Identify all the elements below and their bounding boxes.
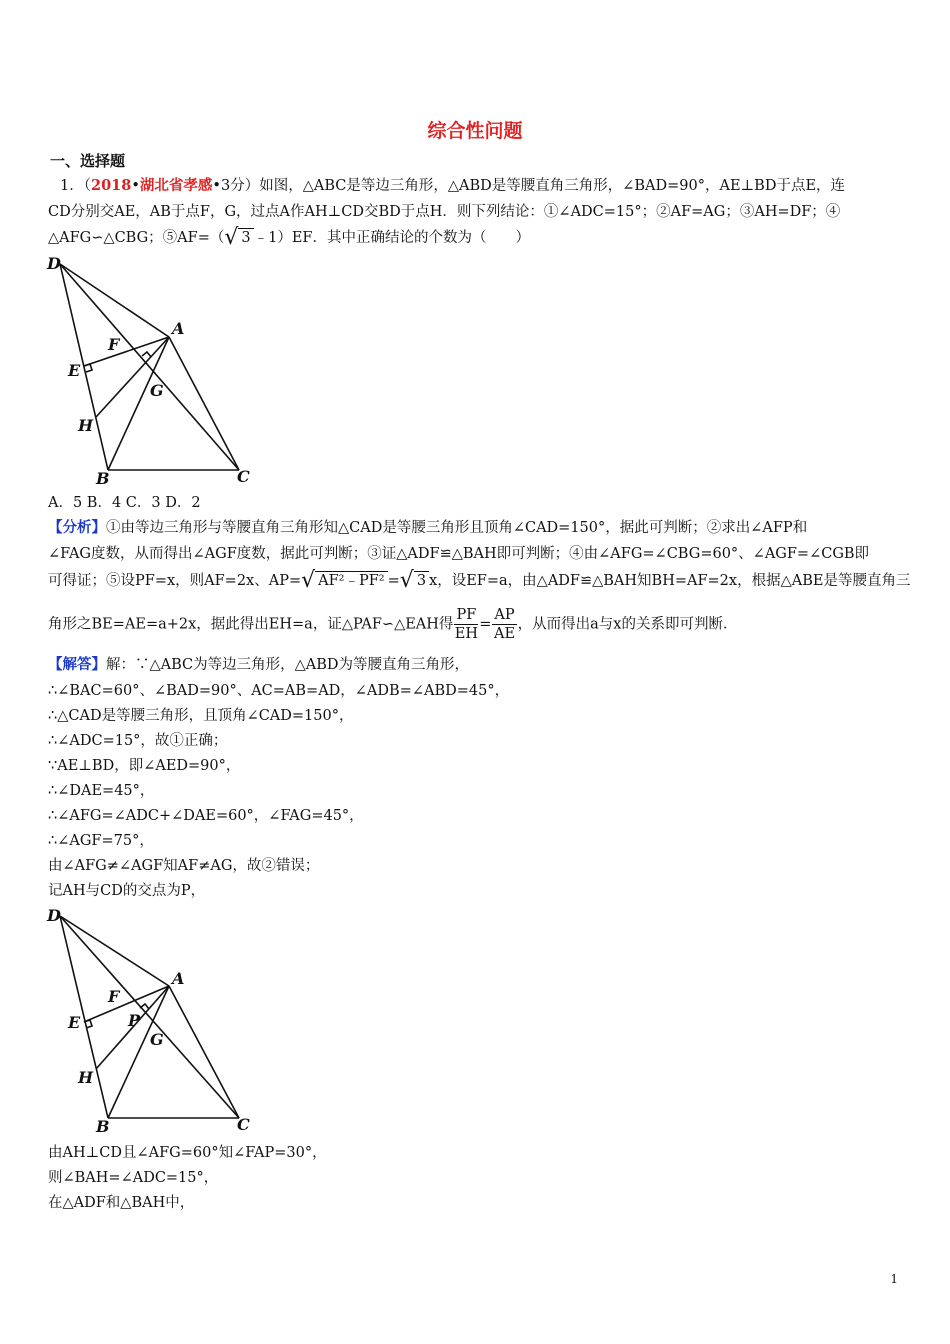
label-a: A xyxy=(172,969,185,988)
label-f: F xyxy=(108,335,120,354)
fraction-pf-eh: $\frac{PF}{EH}$ xyxy=(454,607,478,642)
page-title: 综合性问题 xyxy=(427,120,523,142)
geometry-figure-2 xyxy=(44,904,264,1136)
analysis-label: 【分析】 xyxy=(48,519,106,536)
question-source: 湖北省孝感 xyxy=(139,177,213,194)
label-c: C xyxy=(237,1115,250,1134)
solution-line: ∵AE⊥BD，即∠AED=90°， xyxy=(48,758,241,774)
question-line-2: CD分别交AE，AB于点F，G，过点A作AH⊥CD交BD于点H．则下列结论：①∠ADC=15°；②AF=AG；③AH=DF；④ xyxy=(48,204,841,220)
label-a: A xyxy=(172,319,185,338)
label-b: B xyxy=(96,469,110,488)
label-d: D xyxy=(47,906,61,925)
label-f: F xyxy=(108,987,120,1006)
solution-line: 在△ADF和△BAH中， xyxy=(48,1195,195,1211)
label-p: P xyxy=(128,1011,141,1030)
solution-line: 由AH⊥CD且∠AFG=60°知∠FAP=30°， xyxy=(48,1145,327,1161)
solution-line-0: 【解答】解：∵△ABC为等边三角形，△ABD为等腰直角三角形， xyxy=(48,656,470,673)
label-h: H xyxy=(78,416,94,435)
solution-line: ∴△CAD是等腰三角形，且顶角∠CAD=150°， xyxy=(48,708,354,724)
analysis-line-2: ∠FAG度数，从而得出∠AGF度数，据此可判断；③证△ADF≌△BAH即可判断；④由∠AFG=∠CBG=60°、∠AGF=∠CGB即 xyxy=(48,546,870,562)
geometry-figure-1 xyxy=(44,252,264,488)
label-g: G xyxy=(150,381,164,400)
answer-options: A．5 B．4 C．3 D．2 xyxy=(48,495,201,511)
question-line-1: 1．（2018•湖北省孝感•3分）如图，△ABC是等边三角形，△ABD是等腰直角三角形，∠BAD=90°，AE⊥BD于点E，连 xyxy=(60,177,846,194)
analysis-line-3: 可得证；⑤设PF=x，则AF=2x、AP=√ AF²﹣PF² =√ 3 x，设EF=a，由△ADF≌△BAH知BH=AF=2x，根据△ABE是等腰直角三 xyxy=(48,568,911,593)
analysis-line-4: 角形之BE=AE=a+2x，据此得出EH=a，证△PAF∽△EAH得 $\frac{PF}{EH}$ = $\frac{AP}{AE}$ ，从而得出a与x的关系即可判断． xyxy=(48,607,738,642)
solution-line: ∴∠AFG=∠ADC+∠DAE=60°，∠FAG=45°， xyxy=(48,808,364,824)
solution-line: 记AH与CD的交点为P， xyxy=(48,883,206,899)
solution-line: ∴∠ADC=15°，故①正确； xyxy=(48,733,228,749)
solution-line: ∴∠AGF=75°， xyxy=(48,833,154,849)
label-c: C xyxy=(237,467,250,486)
question-line-3: △AFG∽△CBG；⑤AF=（√ 3 ﹣1）EF．其中正确结论的个数为（ ） xyxy=(48,225,530,250)
question-year: 2018 xyxy=(90,177,132,194)
fraction-ap-ae: $\frac{AP}{AE}$ xyxy=(494,607,516,642)
solution-line: ∴∠BAC=60°、∠BAD=90°、AC=AB=AD，∠ADB=∠ABD=45°， xyxy=(48,683,510,699)
label-g: G xyxy=(150,1030,164,1049)
label-b: B xyxy=(96,1117,110,1136)
section-heading: 一、选择题 xyxy=(50,152,126,170)
label-e: E xyxy=(68,361,81,380)
solution-label: 【解答】 xyxy=(48,656,106,673)
solution-line: ∴∠DAE=45°， xyxy=(48,783,155,799)
label-h: H xyxy=(78,1068,94,1087)
label-e: E xyxy=(68,1013,81,1032)
solution-line: 由∠AFG≠∠AGF知AF≠AG，故②错误； xyxy=(48,858,320,874)
label-d: D xyxy=(47,254,61,273)
page-number: 1 xyxy=(890,1272,898,1286)
analysis-line-1: 【分析】①由等边三角形与等腰直角三角形知△CAD是等腰三角形且顶角∠CAD=150°，据此可判断；②求出∠AFP和 xyxy=(48,519,808,536)
solution-line: 则∠BAH=∠ADC=15°， xyxy=(48,1170,219,1186)
